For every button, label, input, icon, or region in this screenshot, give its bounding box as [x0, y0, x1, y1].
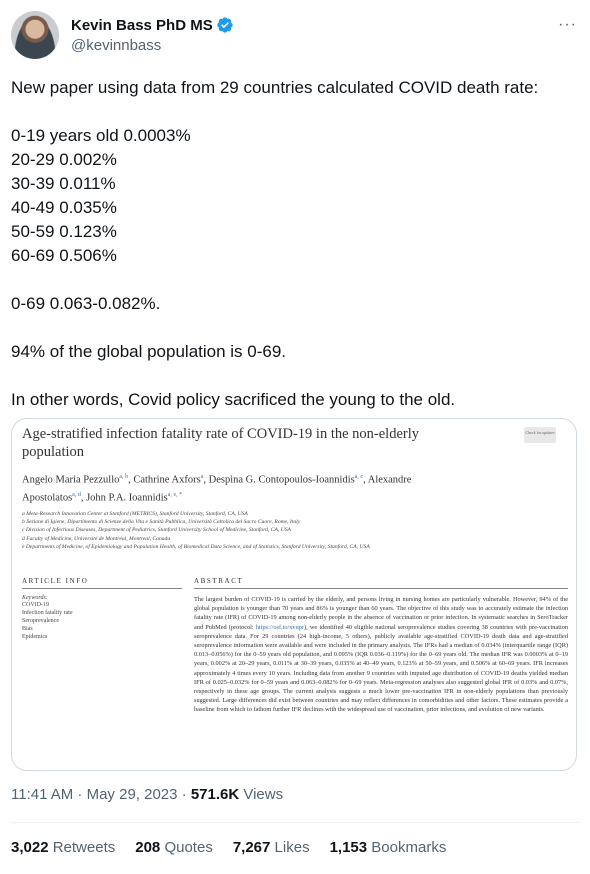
article-info-column — [22, 577, 182, 641]
author-affil-marker: a, b — [119, 474, 129, 480]
user-handle[interactable]: @kevinnbass — [71, 37, 162, 54]
views-count: 571.6K — [190, 786, 240, 803]
stat-bookmarks[interactable] — [330, 839, 447, 856]
keyword: Bias — [22, 626, 33, 632]
more-options-icon[interactable]: ··· — [558, 16, 577, 33]
keyword: Infection fatality rate — [22, 610, 73, 616]
affiliation: b Sezione di Igiene, Dipartimento di Scienze della Vita e Sanità Pubblica, Università Cattolica del Sacro Cuore, Rome, Italy — [22, 519, 301, 526]
abstract-part: ), we identified 40 eligible national seroprevalence studies covering 38 countries with pre-vaccination seroprevalence data. For 29 countries (24 high-income, 5 others), publicly available age-stratified COVID-19 death data and age-stratified seroprevalence information were available and were included in the primary analysis. The IFRs had a median of 0.034% (interquartile range (IQR) 0.013–0.056%) for the 0–59 years old population, and 0.095% (IQR 0.036–0.119%) for the 0–69 years old. The median IFR was 0.0003% at 0–19 years, 0.002% at 20–29 years, 0.011% at 30–39 years, 0.035% at 40–49 years, 0.123% at 50–59 years, and 0.506% at 60–69 years. IFR increases approximately 4 times every 10 years. Including data from another 9 countries with imputed age distribution of COVID-19 deaths yielded median IFR of 0.025–0.032% for 0–59 years and 0.063–0.082% for 0–69 years. Meta-regression analyses also suggested global IFR of 0.03% and 0.07%, respectively in these age groups. The current analysis suggests a much lower pre-vaccination IFR in non-elderly populations than previously suggested. Large differences did exist between countries and may reflect differences in comorbidities and other factors. These estimates provide a baseline from which to fathom further IFR declines with the widespread use of vaccination, prior infections, and evolution of new variants. — [194, 623, 568, 714]
keyword: Epidemics — [22, 634, 48, 640]
author-name: Cathrine Axfors — [133, 474, 201, 486]
views-label: Views — [239, 786, 284, 803]
check-updates-badge: Check for updates — [524, 427, 556, 443]
stat-likes[interactable] — [233, 839, 310, 856]
paper-authors: Angelo Maria Pezzullo$^{a, b}$, Cathrine Axfors$^a$, Despina G. Contopoulos-Ioannidis$^{a, c}$, Alexandre Apostolatos$^{a, d}$, John P.A. Ioannidis$^{a, e, *}$ — [22, 474, 412, 503]
author-name: Alexandre Apostolatos — [22, 474, 412, 503]
tweet-media-image[interactable] — [11, 418, 577, 771]
tweet-line: 20-29 0.002% — [11, 150, 117, 169]
stat-count: 3,022 — [11, 839, 49, 856]
divider — [11, 822, 581, 823]
paper-title: Age-stratified infection fatality rate of COVID-19 in the non-elderly population — [22, 426, 420, 460]
abstract-heading: ABSTRACT — [194, 577, 568, 589]
author-name: Despina G. Contopoulos-Ioannidis — [208, 474, 355, 486]
protocol-link: https://osf.io/xvupr — [255, 623, 304, 631]
stat-count: 7,267 — [232, 839, 271, 856]
abstract-column — [194, 577, 568, 715]
affiliation: d Faculty of Medicine, Université de Montréal, Montreal, Canada — [22, 535, 171, 542]
keyword: Seroprevalence — [22, 618, 59, 624]
time-date[interactable]: 11:41 AM · May 29, 2023 · — [11, 786, 191, 803]
author-affil-marker: a — [200, 474, 204, 480]
avatar[interactable] — [11, 11, 59, 59]
affiliation: c Division of Infectious Diseases, Department of Pediatrics, Stanford University School of Medicine, Stanford, CA, USA — [22, 527, 291, 534]
stat-quotes[interactable] — [135, 839, 213, 856]
keyword: COVID-19 — [22, 602, 49, 608]
stat-label: Quotes — [164, 839, 213, 856]
keywords-label: Keywords: — [22, 595, 48, 601]
stat-count: 1,153 — [329, 839, 368, 856]
tweet-line: 0-19 years old 0.0003% — [11, 126, 191, 145]
verified-badge-icon — [216, 16, 234, 34]
tweet-text — [11, 76, 581, 412]
abstract-part: The largest burden of COVID-19 is carried by the elderly, and persons living in nursing homes are particularly vulnerable. However, 94% of the global population is younger than 70 years and 86% is younger than 60 years. The objective of this study was to accurately estimate the infection fatality rate (IFR) of COVID-19 among non-elderly people in the absence of vaccination or prior infection. In systematic searches in SeroTracker and PubMed (protocol: — [194, 596, 568, 631]
tweet-line: 30-39 0.011% — [11, 174, 116, 193]
tweet-header — [11, 10, 581, 62]
affiliation: e Departments of Medicine, of Epidemiology and Population Health, of Biomedical Data Science, and of Statistics, Stanford University, Stanford, CA, USA — [22, 543, 370, 550]
stat-retweets[interactable] — [11, 839, 115, 856]
tweet-timestamp — [11, 786, 283, 803]
tweet-line: 0-69 0.063-0.082%. — [11, 294, 161, 313]
stat-label: Likes — [274, 839, 310, 856]
display-name[interactable]: Kevin Bass PhD MS — [71, 16, 213, 34]
paper-affiliations — [22, 510, 568, 551]
author-affil-marker: a, e, * — [167, 491, 183, 498]
author-affil-marker: a, d — [72, 491, 81, 498]
paper-screenshot — [22, 425, 568, 714]
author-name-row[interactable] — [71, 16, 234, 34]
tweet-line: 60-69 0.506% — [11, 246, 117, 265]
tweet-line: 50-59 0.123% — [11, 222, 117, 241]
tweet-line: 94% of the global population is 0-69. — [11, 342, 287, 361]
article-info-heading: ARTICLE INFO — [22, 577, 182, 589]
stat-count: 208 — [135, 839, 161, 856]
abstract-text — [194, 595, 568, 715]
stat-label: Bookmarks — [371, 839, 447, 856]
engagement-stats — [11, 839, 466, 856]
tweet-line: 40-49 0.035% — [11, 198, 117, 217]
stat-label: Retweets — [52, 839, 116, 856]
author-name: John P.A. Ioannidis — [86, 492, 168, 503]
author-name: Angelo Maria Pezzullo — [22, 474, 120, 486]
tweet-line: In other words, Covid policy sacrificed the young to the old. — [11, 390, 456, 409]
affiliation: a Meta-Research Innovation Center at Stanford (METRICS), Stanford University, Stanford, CA, USA — [22, 511, 248, 517]
tweet-line: New paper using data from 29 countries calculated COVID death rate: — [11, 78, 539, 97]
author-affil-marker: a, c — [354, 474, 364, 480]
